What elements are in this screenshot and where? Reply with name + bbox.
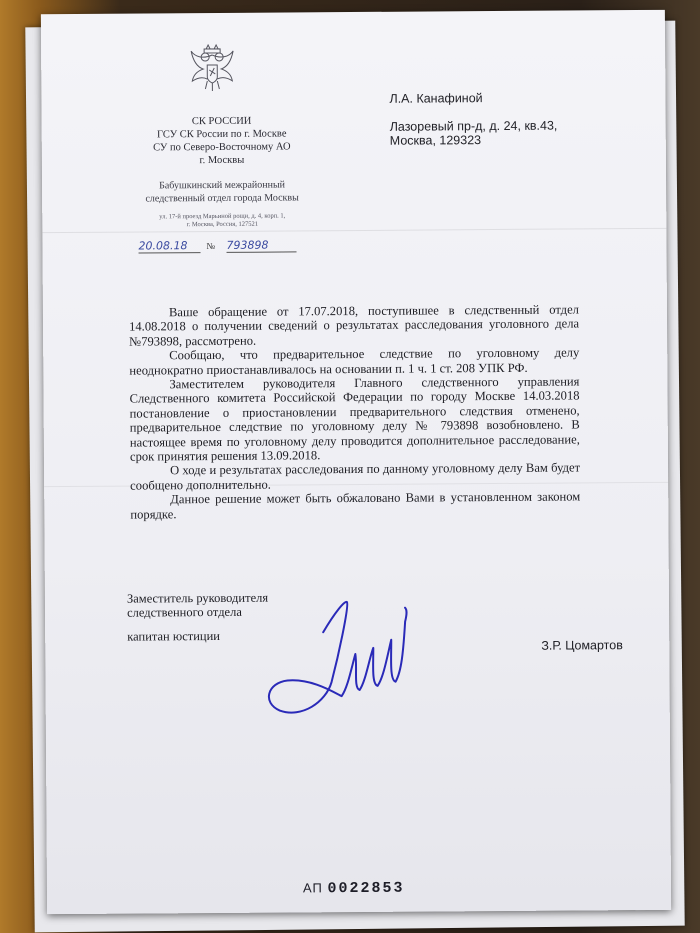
russian-coat-of-arms-icon — [189, 43, 235, 93]
form-serial — [303, 880, 405, 898]
outgoing-number: 793898 — [226, 238, 296, 252]
recipient-address-line: Москва, 129323 — [389, 133, 482, 148]
serial-series: АП — [302, 880, 323, 896]
position-line: Заместитель руководителя — [126, 590, 269, 606]
signer-rank: капитан юстиции — [127, 628, 220, 644]
signer-name: З.Р. Цомартов — [541, 638, 623, 653]
dept-line: следственный отдел города Москвы — [145, 192, 299, 205]
department-name — [122, 178, 322, 205]
recipient-address-line: Лазоревый пр-д, д. 24, кв.43, — [389, 118, 558, 134]
address-line: г. Москва, Россия, 127521 — [186, 220, 258, 229]
body-paragraph: Данное решение может быть обжаловано Вами в установленном законом порядке. — [130, 489, 581, 522]
number-sign: № — [206, 240, 216, 252]
signer-position — [127, 591, 268, 620]
recipient-name: Л.А. Канафиной — [389, 91, 483, 106]
department-address — [122, 212, 322, 229]
org-line: ГСУ СК России по г. Москве — [156, 128, 287, 141]
letter-body — [129, 302, 580, 521]
body-paragraph: Сообщаю, что предварительное следствие по уголовному делу неоднократно приостанавливалось на основании п. 1 ч. 1 ст. 208 УПК РФ. — [129, 345, 580, 378]
handwritten-signature-icon — [261, 592, 412, 723]
recipient-block — [389, 91, 557, 148]
dept-line: Бабушкинский межрайонный — [159, 179, 286, 192]
org-line: СУ по Северо-Восточному АО — [153, 141, 291, 154]
address-line: ул. 17-й проезд Марьиной рощи, д. 4, корп. 1, — [159, 212, 286, 221]
letter-page — [41, 10, 671, 914]
outgoing-reference — [138, 238, 338, 255]
position-line: следственного отдела — [126, 604, 242, 620]
issuing-organization — [122, 114, 322, 167]
org-line: СК РОССИИ — [191, 115, 252, 128]
body-paragraph: Ваше обращение от 17.07.2018, поступившее в следственный отдел 14.08.2018 о получении сведений о результатах расследования уголовного дела №793898, рассмотрено. — [129, 302, 580, 349]
body-paragraph: О ходе и результатах расследования по данному уголовному делу Вам будет сообщено дополнительно. — [130, 460, 581, 493]
org-line: г. Москвы — [199, 154, 245, 167]
body-paragraph: Заместителем руководителя Главного следственного управления Следственного комитета Российской Федерации по городу Москве 14.03.2018 постановление о приостановлении предварительного следствия отменено, предварительное следствие по уголовному делу № 793898 возобновлено. В настоящее время по уголовному делу проводится дополнительное расследование, срок принятия решения 13.09.2018. — [129, 374, 580, 464]
serial-number: 0022853 — [327, 879, 405, 898]
outgoing-date: 20.08.18 — [138, 239, 200, 253]
